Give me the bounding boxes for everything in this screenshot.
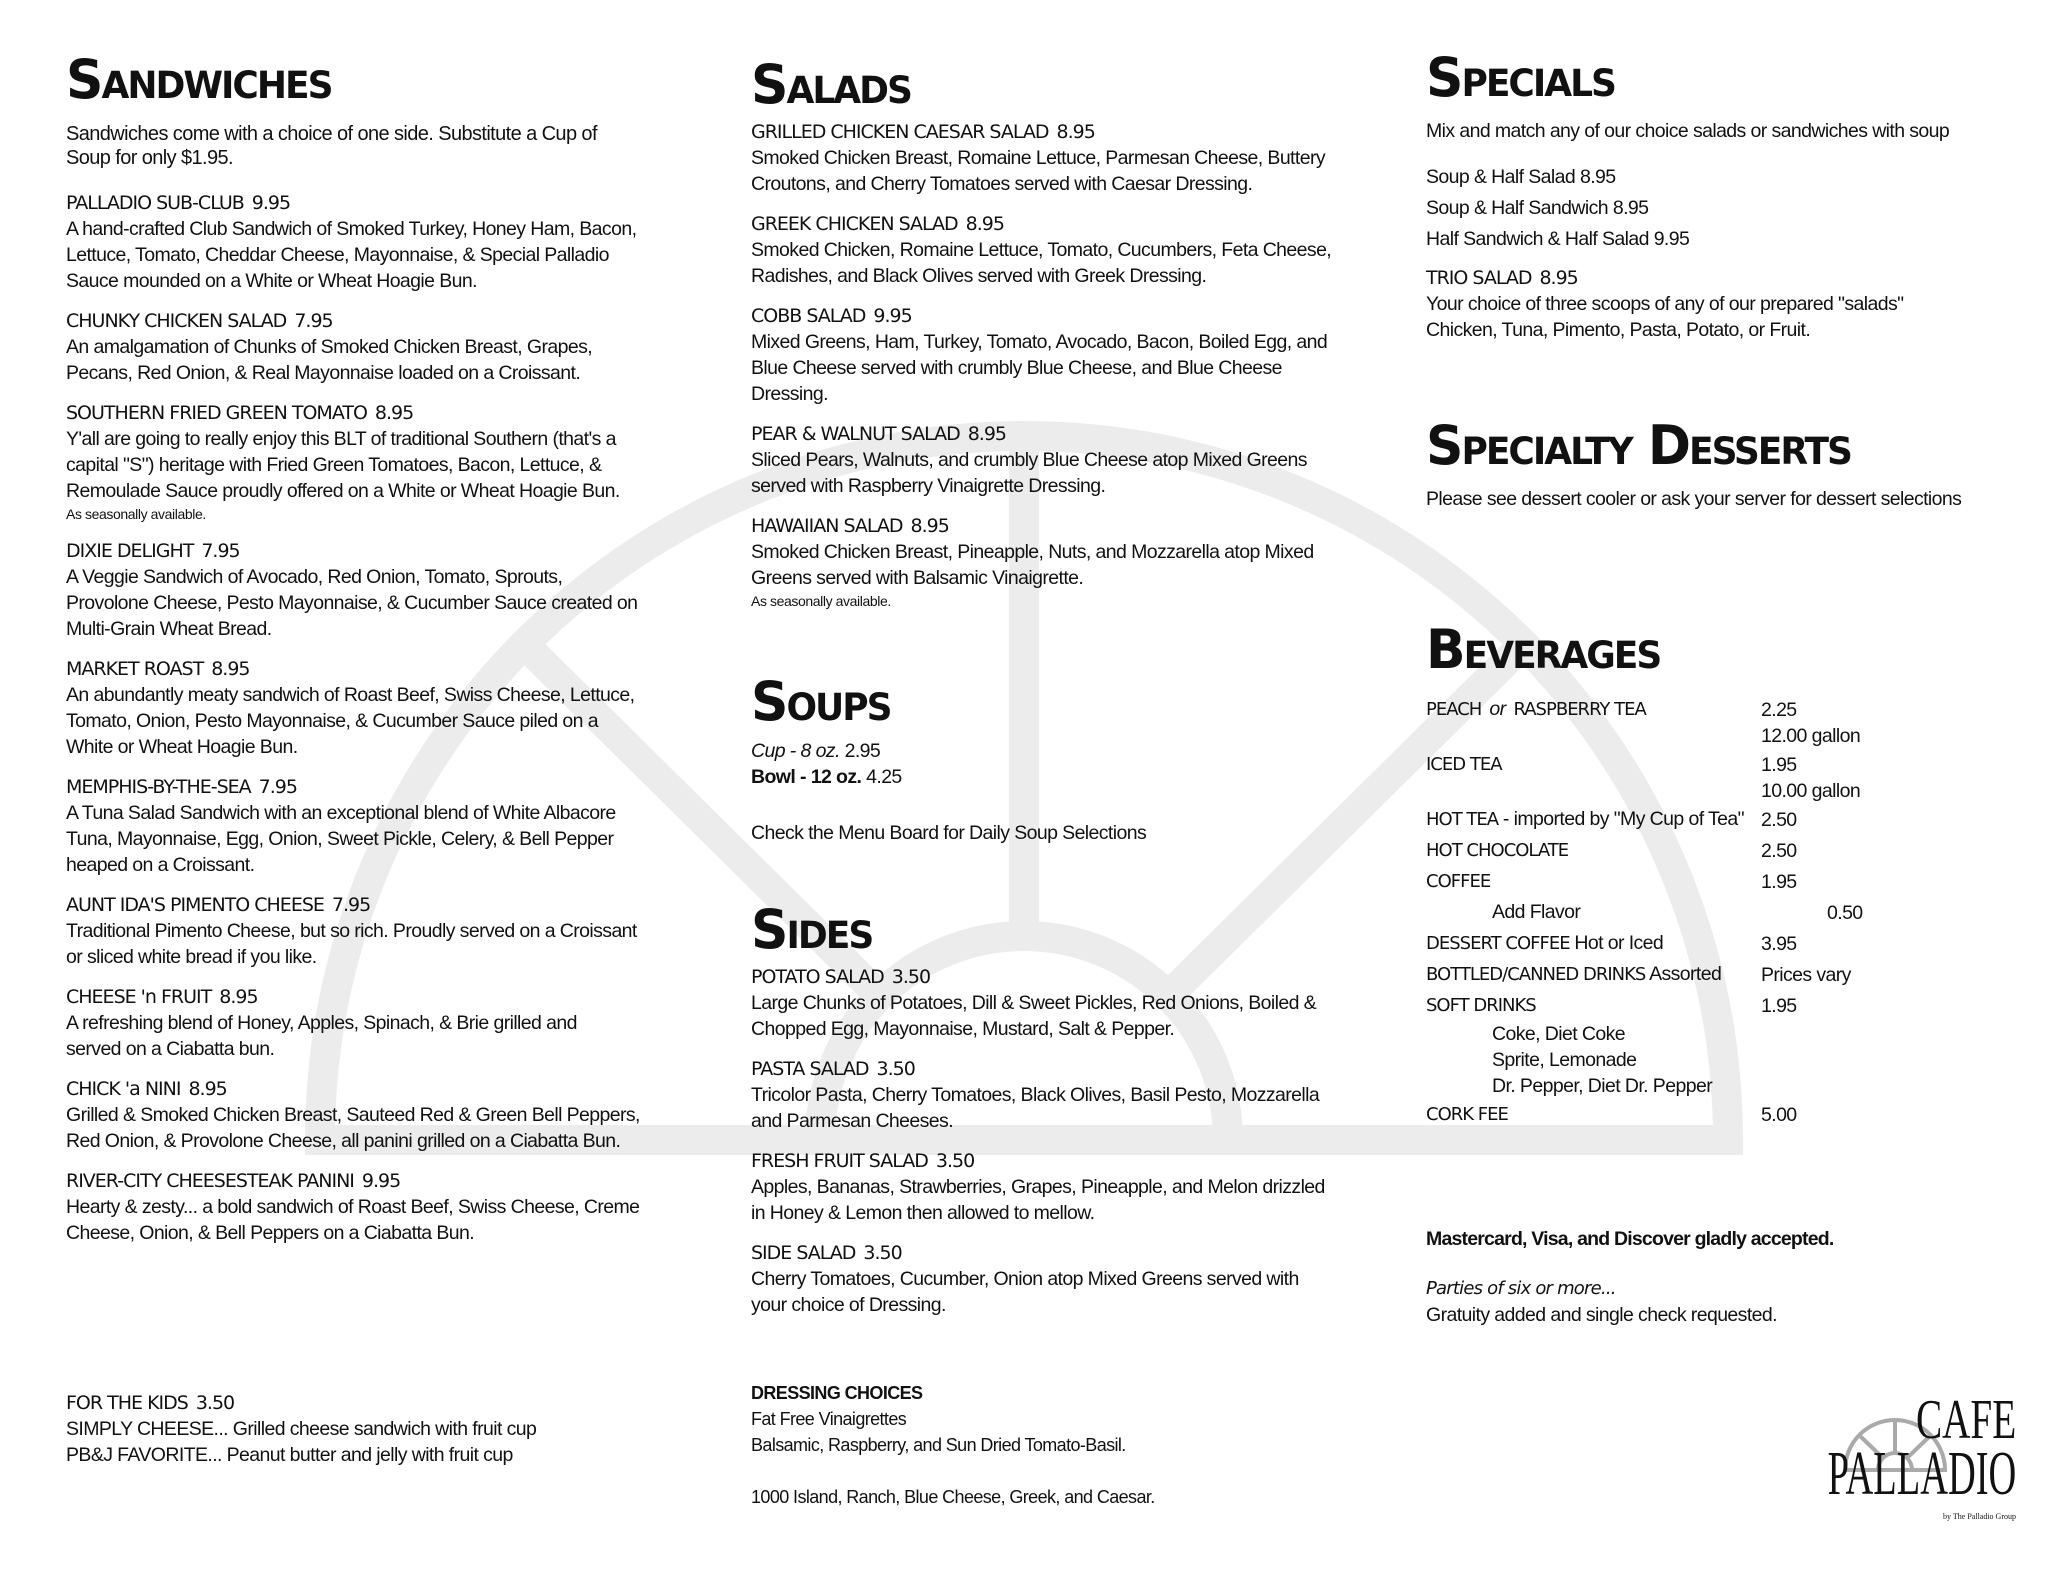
combo-list <box>1426 162 2026 255</box>
item-price: 8.95 <box>965 213 1004 235</box>
beverage-row <box>1426 897 2026 928</box>
combo-price: 8.95 <box>1579 166 1616 188</box>
menu-item <box>66 308 706 386</box>
sides-heading: Sides <box>751 898 873 962</box>
item-note: As seasonally available. <box>66 506 206 522</box>
item-price: 3.50 <box>863 1242 902 1264</box>
item-heading <box>66 892 706 918</box>
combo-item <box>1426 162 2026 193</box>
beverage-title: ICED TEA <box>1426 754 1502 775</box>
item-heading <box>751 1148 1381 1174</box>
item-description: Y'all are going to really enjoy this BLT of traditional Southern (that's a capital "S") heritage with Fried Green Tomatoes, Bacon, Lettuce, & Remoulade Sauce proudly offered on a White or Wheat Hoagie Bun. <box>66 428 620 502</box>
item-price: 8.95 <box>219 986 258 1008</box>
item-price: 8.95 <box>188 1078 227 1100</box>
parties-heading: Parties of six or more... <box>1426 1278 1616 1299</box>
item-name: CHUNKY CHICKEN SALAD <box>66 310 287 332</box>
kids-heading <box>66 1390 706 1416</box>
menu-item <box>751 119 1381 197</box>
beverage-title: COFFEE <box>1426 871 1491 892</box>
item-name: GREEK CHICKEN SALAD <box>751 213 958 235</box>
logo-cafe: CAFE <box>1915 1389 2016 1451</box>
beverage-list <box>1426 694 2026 1130</box>
salads-section <box>751 55 1381 625</box>
menu-item <box>751 303 1381 407</box>
sandwiches-section <box>66 50 706 1260</box>
item-description: Smoked Chicken Breast, Pineapple, Nuts, and Mozzarella atop Mixed Greens served with Balsamic Vinaigrette. <box>751 541 1314 589</box>
beverage-name <box>1426 928 1761 959</box>
item-price: 7.95 <box>294 310 333 332</box>
item-heading <box>751 119 1381 145</box>
item-name: POTATO SALAD <box>751 966 884 988</box>
item-heading <box>66 308 706 334</box>
item-heading <box>751 211 1381 237</box>
sandwiches-heading: Sandwiches <box>66 48 332 112</box>
beverage-title: CORK FEE <box>1426 1104 1508 1125</box>
beverage-name <box>1426 1021 1827 1099</box>
item-name: RIVER-CITY CHEESESTEAK PANINI <box>66 1170 354 1192</box>
soups-section <box>751 672 1381 846</box>
beverage-row <box>1426 804 2026 835</box>
parties-text: Gratuity added and single check requested. <box>1426 1304 1777 1326</box>
item-name: MEMPHIS-BY-THE-SEA <box>66 776 251 798</box>
menu-item <box>66 1168 706 1246</box>
item-price: 3.50 <box>876 1058 915 1080</box>
menu-item <box>66 1076 706 1154</box>
menu-item <box>66 892 706 970</box>
beverage-detail: Assorted <box>1645 963 1722 985</box>
soup-cup-label: Cup - 8 oz. <box>751 740 840 762</box>
item-description: Smoked Chicken Breast, Romaine Lettuce, Parmesan Cheese, Buttery Croutons, and Cherry Tomatoes served with Caesar Dressing. <box>751 147 1325 195</box>
side-list <box>751 964 1381 1318</box>
beverage-price: 0.50 <box>1827 902 1863 924</box>
logo-palladio: PALLADIO <box>1827 1440 2016 1508</box>
beverage-price: 2.25 12.00 gallon <box>1761 699 1861 747</box>
payment-section <box>1426 1226 2026 1328</box>
salad-list <box>751 119 1381 611</box>
item-price: 3.50 <box>891 966 931 988</box>
beverages-section <box>1426 620 2026 1130</box>
item-description: Traditional Pimento Cheese, but so rich. Proudly served on a Croissant or sliced white bread if you like. <box>66 920 637 968</box>
item-price: 3.50 <box>935 1150 975 1172</box>
item-name: PALLADIO SUB-CLUB <box>66 192 244 214</box>
item-heading <box>751 513 1381 539</box>
item-heading <box>66 774 706 800</box>
soup-bowl-label: Bowl - 12 oz. <box>751 766 862 788</box>
item-price: 9.95 <box>251 192 291 214</box>
beverage-or: or <box>1489 698 1506 720</box>
item-heading <box>66 538 706 564</box>
combo-item <box>1426 224 2026 255</box>
kids-description: SIMPLY CHEESE... Grilled cheese sandwich with fruit cup PB&J FAVORITE... Peanut butter and jelly with fruit cup <box>66 1418 537 1466</box>
kids-section <box>66 1390 706 1468</box>
item-price: 8.95 <box>374 402 414 424</box>
beverage-name <box>1426 866 1761 897</box>
menu-item <box>751 211 1381 289</box>
beverage-detail: Coke, Diet Coke Sprite, Lemonade Dr. Pepper, Diet Dr. Pepper <box>1492 1023 1713 1097</box>
menu-item <box>66 190 706 294</box>
beverage-detail: - imported by "My Cup of Tea" <box>1498 808 1744 830</box>
item-name: SIDE SALAD <box>751 1242 856 1264</box>
beverage-price: 2.50 <box>1761 840 1797 862</box>
beverage-price: 3.95 <box>1761 933 1797 955</box>
item-heading <box>66 1076 706 1102</box>
item-name: DIXIE DELIGHT <box>66 540 194 562</box>
item-name: CHEESE 'n FRUIT <box>66 986 212 1008</box>
salads-heading: Salads <box>751 53 911 117</box>
payment-cards: Mastercard, Visa, and Discover gladly accepted. <box>1426 1228 1834 1250</box>
item-heading <box>66 190 706 216</box>
beverage-name <box>1426 835 1761 866</box>
item-price: 9.95 <box>361 1170 401 1192</box>
item-heading <box>66 1168 706 1194</box>
beverage-name <box>1426 990 1761 1021</box>
menu-item <box>66 984 706 1062</box>
item-name: PASTA SALAD <box>751 1058 869 1080</box>
item-description: A refreshing blend of Honey, Apples, Spinach, & Brie grilled and served on a Ciabatta bun. <box>66 1012 577 1060</box>
soup-cup <box>751 738 1381 764</box>
beverage-name <box>1426 804 1761 835</box>
logo-tagline: by The Palladio Group <box>1943 1512 2016 1521</box>
sandwich-list <box>66 190 706 1246</box>
beverages-heading: Beverages <box>1426 618 1661 682</box>
trio-heading <box>1426 265 2026 291</box>
item-heading <box>751 964 1381 990</box>
item-price: 7.95 <box>258 776 297 798</box>
beverage-row <box>1426 990 2026 1021</box>
beverage-name <box>1426 694 1761 749</box>
item-description: Sliced Pears, Walnuts, and crumbly Blue Cheese atop Mixed Greens served with Raspberry Vinaigrette Dressing. <box>751 449 1307 497</box>
item-name: CHICK 'a NINI <box>66 1078 181 1100</box>
soup-note: Check the Menu Board for Daily Soup Selections <box>751 822 1147 844</box>
sandwiches-intro: Sandwiches come with a choice of one side. Substitute a Cup of Soup for only $1.95. <box>66 123 597 169</box>
menu-item <box>66 656 706 760</box>
item-heading <box>751 1056 1381 1082</box>
beverage-title: BOTTLED/CANNED DRINKS <box>1426 964 1646 985</box>
beverage-title-2: RASPBERRY TEA <box>1513 699 1646 720</box>
item-price: 8.95 <box>1056 121 1095 143</box>
combo-price: 9.95 <box>1653 228 1690 250</box>
beverage-price: 5.00 <box>1761 1104 1797 1126</box>
combo-price: 8.95 <box>1612 197 1649 219</box>
beverage-row <box>1426 1099 2026 1130</box>
beverage-name <box>1426 749 1761 804</box>
beverage-title: DESSERT COFFEE <box>1426 933 1570 954</box>
item-name: COBB SALAD <box>751 305 866 327</box>
menu-item <box>66 538 706 642</box>
trio-description: Your choice of three scoops of any of our prepared "salads" Chicken, Tuna, Pimento, Pasta, Potato, or Fruit. <box>1426 293 1904 341</box>
specials-heading: Specials <box>1426 46 1615 110</box>
beverage-row <box>1426 835 2026 866</box>
item-description: Smoked Chicken, Romaine Lettuce, Tomato, Cucumbers, Feta Cheese, Radishes, and Black Olives served with Greek Dressing. <box>751 239 1332 287</box>
beverage-row <box>1426 959 2026 990</box>
item-heading <box>751 1240 1381 1266</box>
item-name: FRESH FRUIT SALAD <box>751 1150 928 1172</box>
menu-item <box>751 1240 1381 1318</box>
specials-intro: Mix and match any of our choice salads or sandwiches with soup <box>1426 120 1950 142</box>
dressing-section <box>751 1380 1381 1510</box>
item-name: HAWAIIAN SALAD <box>751 515 903 537</box>
dressing-line-1: Fat Free Vinaigrettes <box>751 1409 907 1429</box>
beverage-title: HOT TEA <box>1426 809 1499 830</box>
beverage-title: SOFT DRINKS <box>1426 995 1536 1016</box>
item-note: As seasonally available. <box>751 593 891 609</box>
beverage-name <box>1426 1099 1761 1130</box>
item-heading <box>66 656 706 682</box>
item-description: A hand-crafted Club Sandwich of Smoked Turkey, Honey Ham, Bacon, Lettuce, Tomato, Cheddar Cheese, Mayonnaise, & Special Palladio Sauce mounded on a White or Wheat Hoagie Bun. <box>66 218 637 292</box>
beverage-name <box>1426 959 1761 990</box>
item-description: An amalgamation of Chunks of Smoked Chicken Breast, Grapes, Pecans, Red Onion, & Real Mayonnaise loaded on a Croissant. <box>66 336 593 384</box>
soup-bowl-price: 4.25 <box>866 766 902 788</box>
item-heading <box>751 421 1381 447</box>
item-name: AUNT IDA'S PIMENTO CHEESE <box>66 894 324 916</box>
item-name: TRIO SALAD <box>1426 267 1532 289</box>
item-name: GRILLED CHICKEN CAESAR SALAD <box>751 121 1049 143</box>
item-price: 7.95 <box>201 540 240 562</box>
sides-section <box>751 900 1381 1332</box>
desserts-section <box>1426 416 2026 512</box>
soup-bowl <box>751 764 1381 790</box>
dressing-heading: DRESSING CHOICES <box>751 1383 923 1403</box>
beverage-row <box>1426 694 2026 749</box>
item-name: FOR THE KIDS <box>66 1392 188 1414</box>
dressing-line-2: Balsamic, Raspberry, and Sun Dried Tomato-Basil. <box>751 1435 1126 1455</box>
combo-label: Soup & Half Salad <box>1426 166 1576 188</box>
item-heading <box>66 984 706 1010</box>
beverage-price: 1.95 <box>1761 871 1797 893</box>
item-description: Hearty & zesty... a bold sandwich of Roast Beef, Swiss Cheese, Creme Cheese, Onion, & Bell Peppers on a Ciabatta Bun. <box>66 1196 640 1244</box>
beverage-row <box>1426 1021 2026 1099</box>
beverage-price: 1.95 10.00 gallon <box>1761 754 1861 802</box>
item-price: 8.95 <box>967 423 1007 445</box>
beverage-detail: Add Flavor <box>1492 901 1581 923</box>
menu-item <box>751 1148 1381 1226</box>
item-name: MARKET ROAST <box>66 658 204 680</box>
beverage-row <box>1426 866 2026 897</box>
beverage-row <box>1426 928 2026 959</box>
beverage-price: Prices vary <box>1761 964 1851 986</box>
desserts-heading: Specialty Desserts <box>1426 414 1851 478</box>
beverage-price: 1.95 <box>1761 995 1797 1017</box>
beverage-title: PEACH <box>1426 699 1482 720</box>
specials-section <box>1426 48 2026 343</box>
item-description: A Tuna Salad Sandwich with an exceptional blend of White Albacore Tuna, Mayonnaise, Egg, Onion, Sweet Pickle, Celery, & Bell Pepper heaped on a Croissant. <box>66 802 616 876</box>
item-description: Tricolor Pasta, Cherry Tomatoes, Black Olives, Basil Pesto, Mozzarella and Parmesan Cheeses. <box>751 1084 1320 1132</box>
combo-item <box>1426 193 2026 224</box>
beverage-title: HOT CHOCOLATE <box>1426 840 1569 861</box>
menu-item <box>751 1056 1381 1134</box>
menu-item <box>66 400 706 524</box>
item-price: 7.95 <box>331 894 371 916</box>
item-description: Large Chunks of Potatoes, Dill & Sweet Pickles, Red Onions, Boiled & Chopped Egg, Mayonnaise, Mustard, Salt & Pepper. <box>751 992 1317 1040</box>
item-heading <box>66 400 706 426</box>
beverage-price: 2.50 <box>1761 809 1797 831</box>
combo-label: Half Sandwich & Half Salad <box>1426 228 1649 250</box>
beverage-row <box>1426 749 2026 804</box>
item-description: An abundantly meaty sandwich of Roast Beef, Swiss Cheese, Lettuce, Tomato, Onion, Pesto Mayonnaise, & Cucumber Sauce piled on a White or Wheat Hoagie Bun. <box>66 684 635 758</box>
menu-item <box>751 513 1381 611</box>
item-price: 8.95 <box>910 515 949 537</box>
desserts-text: Please see dessert cooler or ask your server for dessert selections <box>1426 488 1962 510</box>
soups-heading: Soups <box>751 670 891 734</box>
item-price: 3.50 <box>195 1392 235 1414</box>
menu-item <box>751 421 1381 499</box>
item-description: Apples, Bananas, Strawberries, Grapes, Pineapple, and Melon drizzled in Honey & Lemon then allowed to mellow. <box>751 1176 1325 1224</box>
cafe-palladio-logo <box>1827 1389 2020 1542</box>
item-price: 8.95 <box>1539 267 1578 289</box>
item-name: SOUTHERN FRIED GREEN TOMATO <box>66 402 367 424</box>
item-description: A Veggie Sandwich of Avocado, Red Onion, Tomato, Sprouts, Provolone Cheese, Pesto Mayonnaise, & Cucumber Sauce created on Multi-Grain Wheat Bread. <box>66 566 638 640</box>
item-price: 8.95 <box>211 658 250 680</box>
item-name: PEAR & WALNUT SALAD <box>751 423 960 445</box>
dressing-line-3: 1000 Island, Ranch, Blue Cheese, Greek, and Caesar. <box>751 1487 1155 1507</box>
item-price: 9.95 <box>873 305 912 327</box>
beverage-name <box>1426 897 1827 928</box>
item-description: Mixed Greens, Ham, Turkey, Tomato, Avocado, Bacon, Boiled Egg, and Blue Cheese served with crumbly Blue Cheese, and Blue Cheese Dressing. <box>751 331 1328 405</box>
combo-label: Soup & Half Sandwich <box>1426 197 1609 219</box>
soup-cup-price: 2.95 <box>844 740 881 762</box>
menu-item <box>751 964 1381 1042</box>
item-description: Cherry Tomatoes, Cucumber, Onion atop Mixed Greens served with your choice of Dressing. <box>751 1268 1299 1316</box>
item-heading <box>751 303 1381 329</box>
item-description: Grilled & Smoked Chicken Breast, Sauteed Red & Green Bell Peppers, Red Onion, & Provolone Cheese, all panini grilled on a Ciabatta Bun. <box>66 1104 640 1152</box>
beverage-detail: Hot or Iced <box>1569 932 1664 954</box>
menu-item <box>66 774 706 878</box>
